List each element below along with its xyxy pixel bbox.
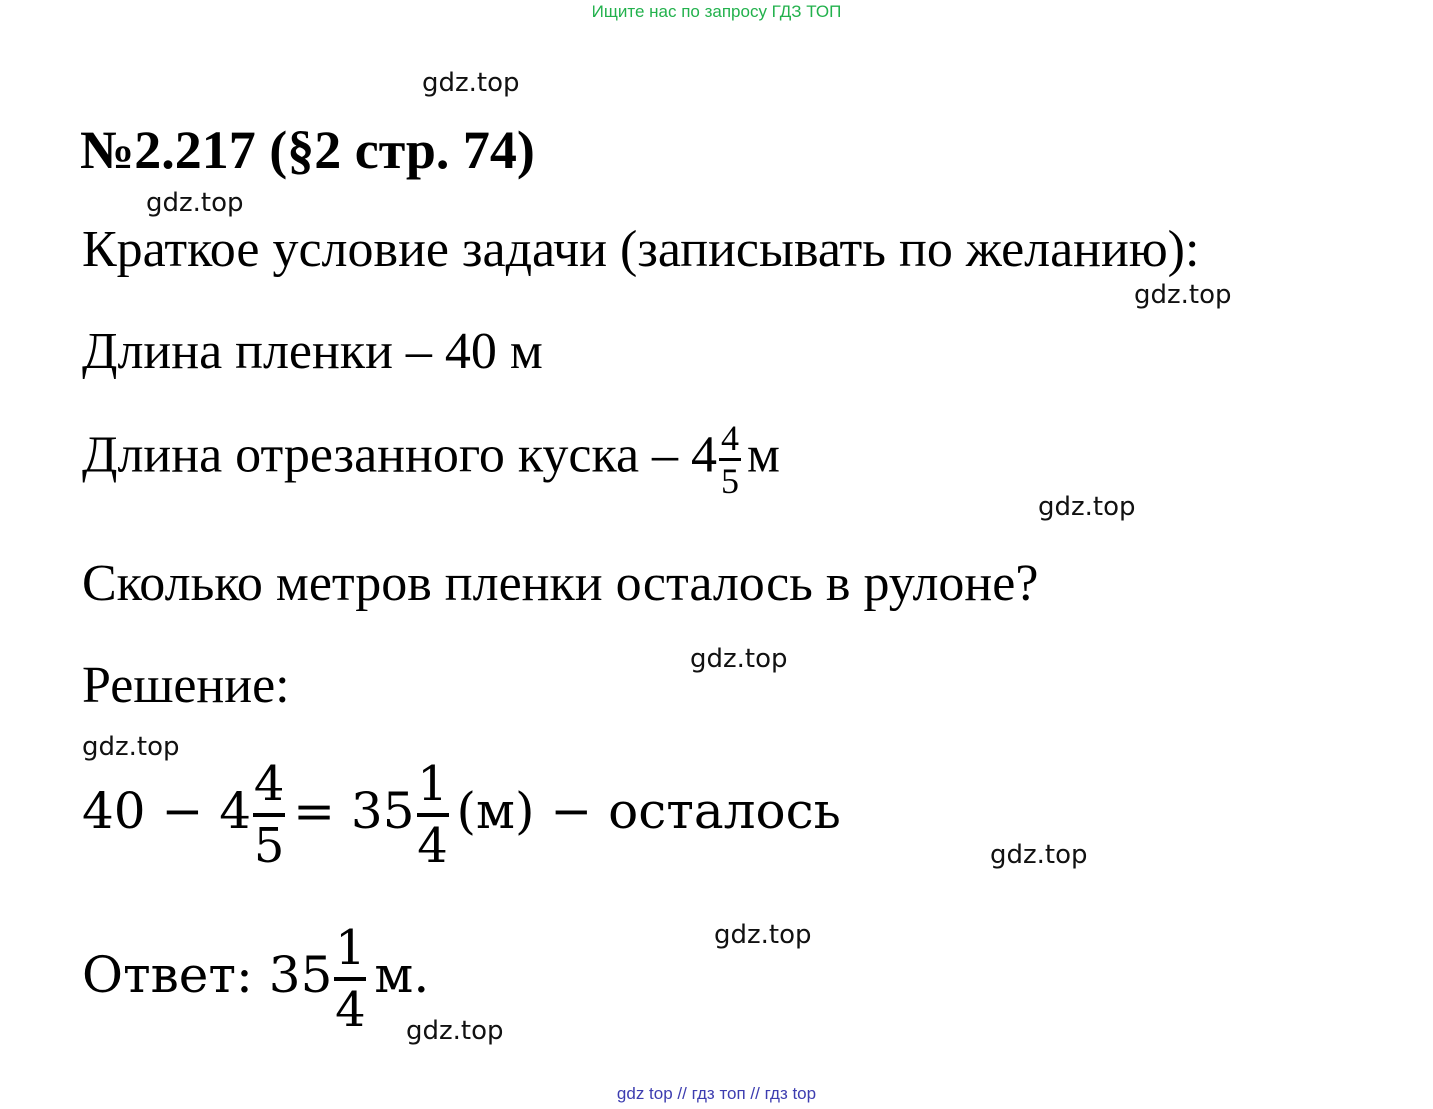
fraction-denominator: 4	[335, 982, 366, 1038]
footer-links: gdz top // гдз топ // гдз top	[616, 1084, 817, 1103]
top-banner: Ищите нас по запросу ГДЗ ТОП	[591, 2, 842, 21]
watermark: gdz.top	[422, 68, 520, 98]
condition-heading: Краткое условие задачи (записывать по желанию):	[82, 221, 1200, 278]
fraction-denominator: 5	[721, 461, 740, 501]
piece-fraction	[719, 420, 741, 499]
watermark: gdz.top	[1038, 492, 1136, 522]
fraction-1	[253, 758, 285, 872]
film-length: Длина пленки – 40 м	[82, 323, 543, 380]
answer-suffix: м.	[374, 946, 430, 1004]
answer-fraction	[334, 922, 366, 1036]
watermark: gdz.top	[714, 920, 812, 950]
task-title: №2.217 (§2 стр. 74)	[80, 120, 535, 180]
watermark: gdz.top	[146, 188, 244, 218]
watermark: gdz.top	[406, 1016, 504, 1046]
solution-heading: Решение:	[82, 657, 290, 714]
question: Сколько метров пленки осталось в рулоне?	[82, 555, 1039, 612]
fraction-numerator: 1	[335, 920, 366, 976]
fraction-2	[417, 758, 449, 872]
fraction-numerator: 4	[721, 418, 740, 458]
piece-unit: м	[747, 426, 780, 484]
fraction-numerator: 4	[253, 756, 285, 812]
fraction-bar	[417, 813, 449, 817]
fraction-bar	[253, 813, 285, 817]
solution-expression	[82, 758, 841, 872]
piece-length	[82, 420, 780, 499]
expr-mid: = 35	[293, 782, 415, 840]
fraction-bar	[334, 977, 366, 981]
watermark: gdz.top	[990, 840, 1088, 870]
expr-end: (м) − осталось	[456, 782, 841, 840]
watermark: gdz.top	[1134, 280, 1232, 310]
expr-start: 40 − 4	[82, 782, 252, 840]
fraction-denominator: 5	[253, 818, 285, 874]
answer	[82, 922, 429, 1036]
fraction-numerator: 1	[417, 756, 448, 812]
piece-prefix: Длина отрезанного куска – 4	[82, 426, 718, 484]
watermark: gdz.top	[690, 644, 788, 674]
watermark: gdz.top	[82, 732, 180, 762]
fraction-denominator: 4	[417, 818, 448, 874]
answer-prefix: Ответ: 35	[82, 946, 333, 1004]
